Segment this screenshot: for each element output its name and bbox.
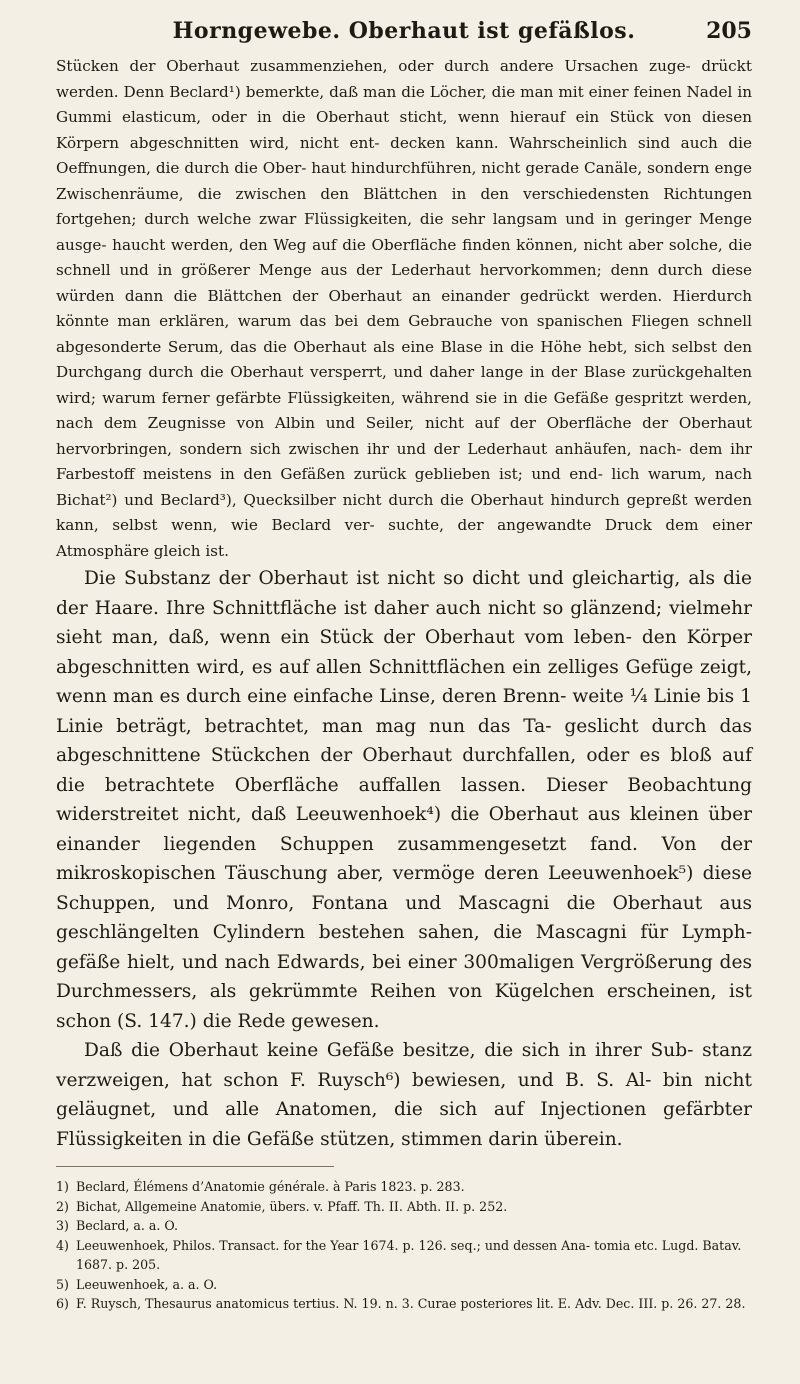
footnote bbox=[56, 1236, 752, 1275]
footnote-text: Beclard, Élémens d’Anatomie générale. à Paris 1823. p. 283. bbox=[76, 1179, 465, 1194]
footnote-number: 5) bbox=[56, 1276, 69, 1292]
footnote bbox=[56, 1294, 752, 1314]
footnote bbox=[56, 1216, 752, 1236]
paragraph: Daß die Oberhaut keine Gefäße besitze, die sich in ihrer Sub- stanz verzweigen, hat schon F. Ruysch⁶) bewiesen, und B. S. Al- bin nicht geläugnet, und alle Anatomen, die sich auf Injectionen gefärbter Flüssigkeiten in die Gefäße stützen, stimmen darin überein. bbox=[56, 1040, 752, 1150]
footnote-number: 2) bbox=[56, 1198, 69, 1214]
footnote-number: 1) bbox=[56, 1179, 69, 1194]
footnote bbox=[56, 1177, 752, 1197]
footnote-text: Bichat, Allgemeine Anatomie, übers. v. Pfaff. Th. II. Abth. II. p. 252. bbox=[76, 1198, 508, 1214]
footnote-text: Leeuwenhoek, Philos. Transact. for the Year 1674. p. 126. seq.; und dessen Ana- tomia etc. Lugd. Batav. 1687. p. 205. bbox=[76, 1237, 742, 1272]
running-title: Horngewebe. Oberhaut ist gefäßlos. bbox=[172, 18, 636, 44]
footnote-text: Beclard, a. a. O. bbox=[76, 1218, 179, 1233]
paragraph: Die Substanz der Oberhaut ist nicht so dicht und gleichartig, als die der Haare. Ihre Schnittfläche ist daher auch nicht so glänzend; vielmehr sieht man, daß, wenn ein Stück der Oberhaut vom leben- den Körper abgeschnitten wird, es auf allen Schnittflächen ein zelliges Gefüge zeigt, wenn man es durch eine einfache Linse, deren Brenn- weite ¼ Linie bis 1 Linie beträgt, betrachtet, man mag nun das Ta- geslicht durch das abgeschnittene Stückchen der Oberhaut durchfallen, oder es bloß auf die betrachtete Oberfläche auffallen lassen. Dieser Beobachtung widerstreitet nicht, daß Leeuwenhoek⁴) die Oberhaut aus kleinen über einander liegenden Schuppen zusammengesetzt fand. Von der mikroskopischen Täuschung aber, vermöge deren Leeuwenhoek⁵) diese Schuppen, und Monro, Fontana und Mascagni die Oberhaut aus geschlängelten Cylindern bestehen sahen, die Mascagni für Lymph- gefäße hielt, und nach Edwards, bei einer 300maligen Vergrößerung des Durchmessers, als gekrümmte Reihen von Kügelchen erscheinen, ist schon (S. 147.) die Rede gewesen. bbox=[56, 568, 752, 1032]
running-head bbox=[56, 18, 752, 54]
body-text-large bbox=[56, 564, 752, 1154]
footnote-rule bbox=[56, 1166, 334, 1173]
body-text-small bbox=[56, 54, 752, 564]
footnote-number: 6) bbox=[56, 1296, 69, 1311]
footnote bbox=[56, 1197, 752, 1217]
footnote bbox=[56, 1275, 752, 1295]
paragraph: Stücken der Oberhaut zusammenziehen, oder durch andere Ursachen zuge- drückt werden. Denn Beclard¹) bemerkte, daß man die Löcher, die man mit einer feinen Nadel in Gummi elasticum, oder in die Oberhaut sticht, wenn hierauf ein Stück von diesen Körpern abgeschnitten wird, nicht ent- decken kann. Wahrscheinlich sind auch die Oeffnungen, die durch die Ober- haut hindurchführen, nicht gerade Canäle, sondern enge Zwischenräume, die zwischen den Blättchen in den verschiedensten Richtungen fortgehen; durch welche zwar Flüssigkeiten, die sehr langsam und in geringer Menge ausge- haucht werden, den Weg auf die Oberfläche finden können, nicht aber solche, die schnell und in größerer Menge aus der Lederhaut hervorkommen; denn durch diese würden dann die Blättchen der Oberhaut an einander gedrückt werden. Hierdurch könnte man erklären, warum das bei dem Gebrauche von spanischen Fliegen schnell abgesonderte Serum, das die Oberhaut als eine Blase in die Höhe hebt, sich selbst den Durchgang durch die Oberhaut versperrt, und daher lange in der Blase zurückgehalten wird; warum ferner gefärbte Flüssigkeiten, während sie in die Gefäße gespritzt werden, nach dem Zeugnisse von Albin und Seiler, nicht auf der Oberfläche der Oberhaut hervorbringen, sondern sich zwischen ihr und der Lederhaut anhäufen, nach- dem ihr Farbestoff meistens in den Gefäßen zurück geblieben ist; und end- lich warum, nach Bichat²) und Beclard³), Quecksilber nicht durch die Oberhaut hindurch gepreßt werden kann, selbst wenn, wie Beclard ver- suchte, der angewandte Druck dem einer Atmosphäre gleich ist. bbox=[56, 57, 752, 560]
footnote-text: Leeuwenhoek, a. a. O. bbox=[76, 1276, 218, 1292]
footnote-number: 4) bbox=[56, 1237, 69, 1253]
footnote-text: F. Ruysch, Thesaurus anatomicus tertius. N. 19. n. 3. Curae posteriores lit. E. Adv. Dec. III. p. 26. 27. 28. bbox=[76, 1296, 746, 1311]
footnotes bbox=[56, 1177, 752, 1314]
page-number: 205 bbox=[706, 18, 752, 44]
footnote-number: 3) bbox=[56, 1218, 69, 1233]
